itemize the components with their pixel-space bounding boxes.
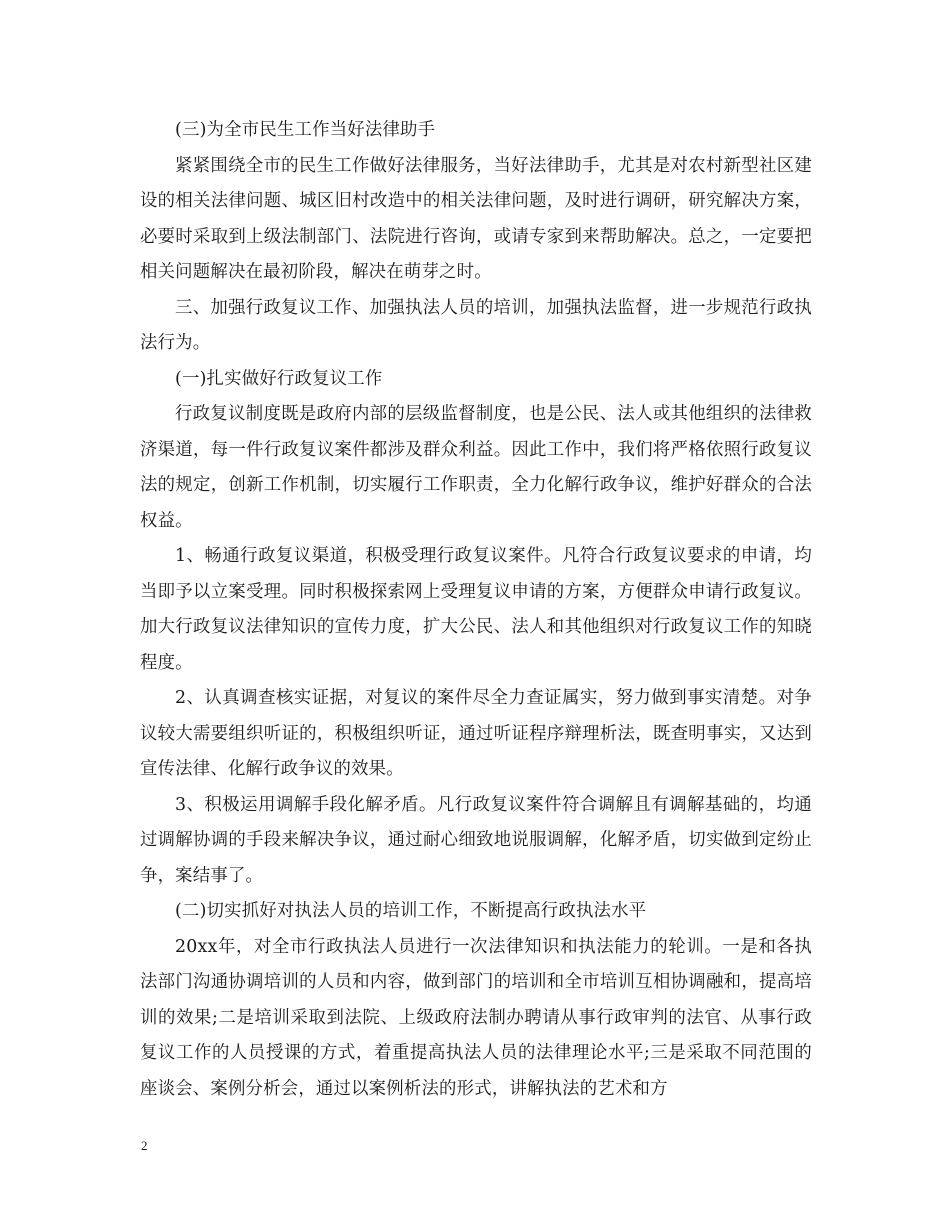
body-paragraph: 行政复议制度既是政府内部的层级监督制度，也是公民、法人或其他组织的法律救济渠道，每一件行政复议案件都涉及群众利益。因此工作中，我们将严格依照行政复议法的规定，创新工作机制，切实履行工作职责，全力化解行政争议，维护好群众的合法权益。 [140, 404, 812, 531]
body-paragraph: 20xx年，对全市行政执法人员进行一次法律知识和执法能力的轮训。一是和各执法部门沟通协调培训的人员和内容，做到部门的培训和全市培训互相协调融和，提高培训的效果;二是培训采取到法院、上级政府法制办聘请从事行政审判的法官、从事行政复议工作的人员授课的方式，着重提高执法人员的法律理论水平;三是采取不同范围的座谈会、案例分析会，通过以案例析法的形式，讲解执法的艺术和方 [140, 936, 812, 1099]
section-heading-minsheng: (三)为全市民生工作当好法律助手 [175, 120, 436, 140]
subsection-heading-one: (一)扎实做好行政复议工作 [175, 368, 383, 389]
body-paragraph: 紧紧围绕全市的民生工作做好法律服务，当好法律助手，尤其是对农村新型社区建设的相关法律问题、城区旧村改造中的相关法律问题，及时进行调研，研究解决方案，必要时采取到上级法制部门、法院进行咨询，或请专家到来帮助解决。总之，一定要把相关问题解决在最初阶段，解决在萌芽之时。 [140, 155, 812, 282]
subsection-heading-two: (二)切实抓好对执法人员的培训工作，不断提高行政执法水平 [175, 901, 647, 921]
list-item-2: 2、认真调查核实证据，对复议的案件尽全力查证属实，努力做到事实清楚。对争议较大需要组织听证的，积极组织听证，通过听证程序辩理析法，既查明事实，又达到宣传法律、化解行政争议的效果。 [140, 688, 812, 779]
document-body [140, 113, 812, 1107]
page-number: 2 [141, 1138, 148, 1153]
list-item-3: 3、积极运用调解手段化解矛盾。凡行政复议案件符合调解且有调解基础的，均通过调解协调的手段来解决争议，通过耐心细致地说服调解，化解矛盾，切实做到定纷止争，案结事了。 [140, 794, 812, 886]
list-item-1: 1、畅通行政复议渠道，积极受理行政复议案件。凡符合行政复议要求的申请，均当即予以立案受理。同时积极探索网上受理复议申请的方案，方便群众申请行政复议。加大行政复议法律知识的宣传力度，扩大公民、法人和其他组织对行政复议工作的知晓程度。 [140, 546, 812, 673]
section-heading-three: 三、加强行政复议工作、加强执法人员的培训，加强执法监督，进一步规范行政执法行为。 [140, 297, 812, 353]
